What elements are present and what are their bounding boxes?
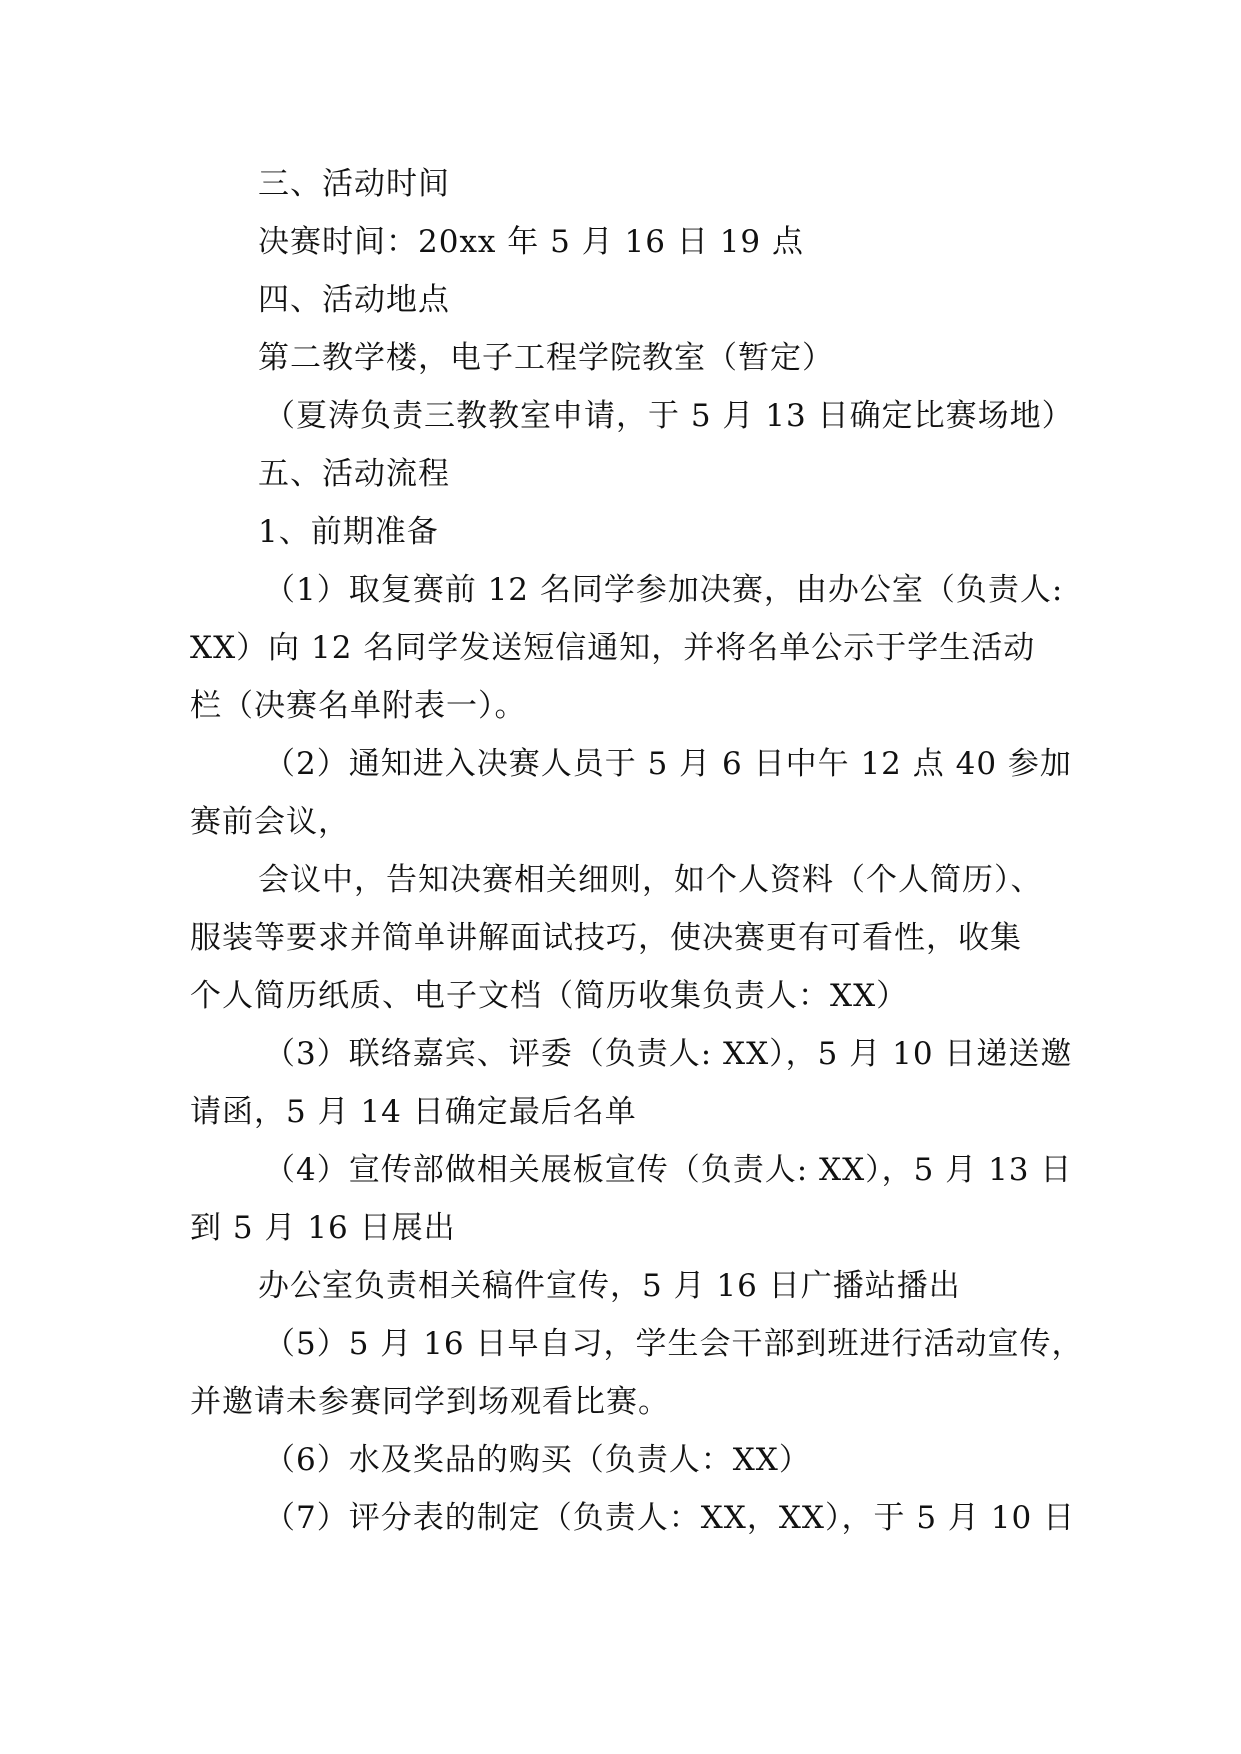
- paragraph-line: 办公室负责相关稿件宣传，5 月 16 日广播站播出: [258, 1268, 961, 1304]
- paragraph-line: （3）联络嘉宾、评委（负责人: XX），5 月 10 日递送邀: [264, 1036, 1073, 1072]
- paragraph-line: （4）宣传部做相关展板宣传（负责人: XX），5 月 13 日: [264, 1152, 1073, 1188]
- paragraph-line: 栏（决赛名单附表一）。: [190, 688, 527, 724]
- section-heading-activity-location: 四、活动地点: [258, 282, 450, 318]
- subheading-preparation: 1、前期准备: [258, 514, 439, 550]
- paragraph-line: 并邀请未参赛同学到场观看比赛。: [190, 1384, 670, 1420]
- location-text: 第二教学楼，电子工程学院教室（暂定）: [258, 340, 834, 376]
- paragraph-line: 赛前会议，: [190, 804, 350, 840]
- final-time-text: 决赛时间：20xx 年 5 月 16 日 19 点: [258, 224, 805, 260]
- paragraph-line: （7）评分表的制定（负责人：XX，XX），于 5 月 10 日: [264, 1500, 1076, 1536]
- paragraph-line: 请函，5 月 14 日确定最后名单: [190, 1094, 637, 1130]
- paragraph-line: 个人简历纸质、电子文档（简历收集负责人：XX）: [190, 978, 909, 1014]
- paragraph-line: 会议中，告知决赛相关细则，如个人资料（个人简历）、: [258, 862, 1043, 898]
- paragraph-line: （2）通知进入决赛人员于 5 月 6 日中午 12 点 40 参加: [264, 746, 1072, 782]
- location-note: （夏涛负责三教教室申请，于 5 月 13 日确定比赛场地）: [264, 398, 1074, 434]
- paragraph-line: （5）5 月 16 日早自习，学生会干部到班进行活动宣传，: [264, 1326, 1084, 1362]
- section-heading-activity-process: 五、活动流程: [258, 456, 450, 492]
- paragraph-line: 服装等要求并简单讲解面试技巧，使决赛更有可看性，收集: [190, 920, 1022, 956]
- section-heading-activity-time: 三、活动时间: [258, 166, 450, 202]
- paragraph-line: 到 5 月 16 日展出: [190, 1210, 456, 1246]
- paragraph-line: （1）取复赛前 12 名同学参加决赛，由办公室（负责人:: [264, 572, 1064, 608]
- paragraph-line: XX）向 12 名同学发送短信通知，并将名单公示于学生活动: [190, 630, 1036, 666]
- paragraph-line: （6）水及奖品的购买（负责人：XX）: [264, 1442, 811, 1478]
